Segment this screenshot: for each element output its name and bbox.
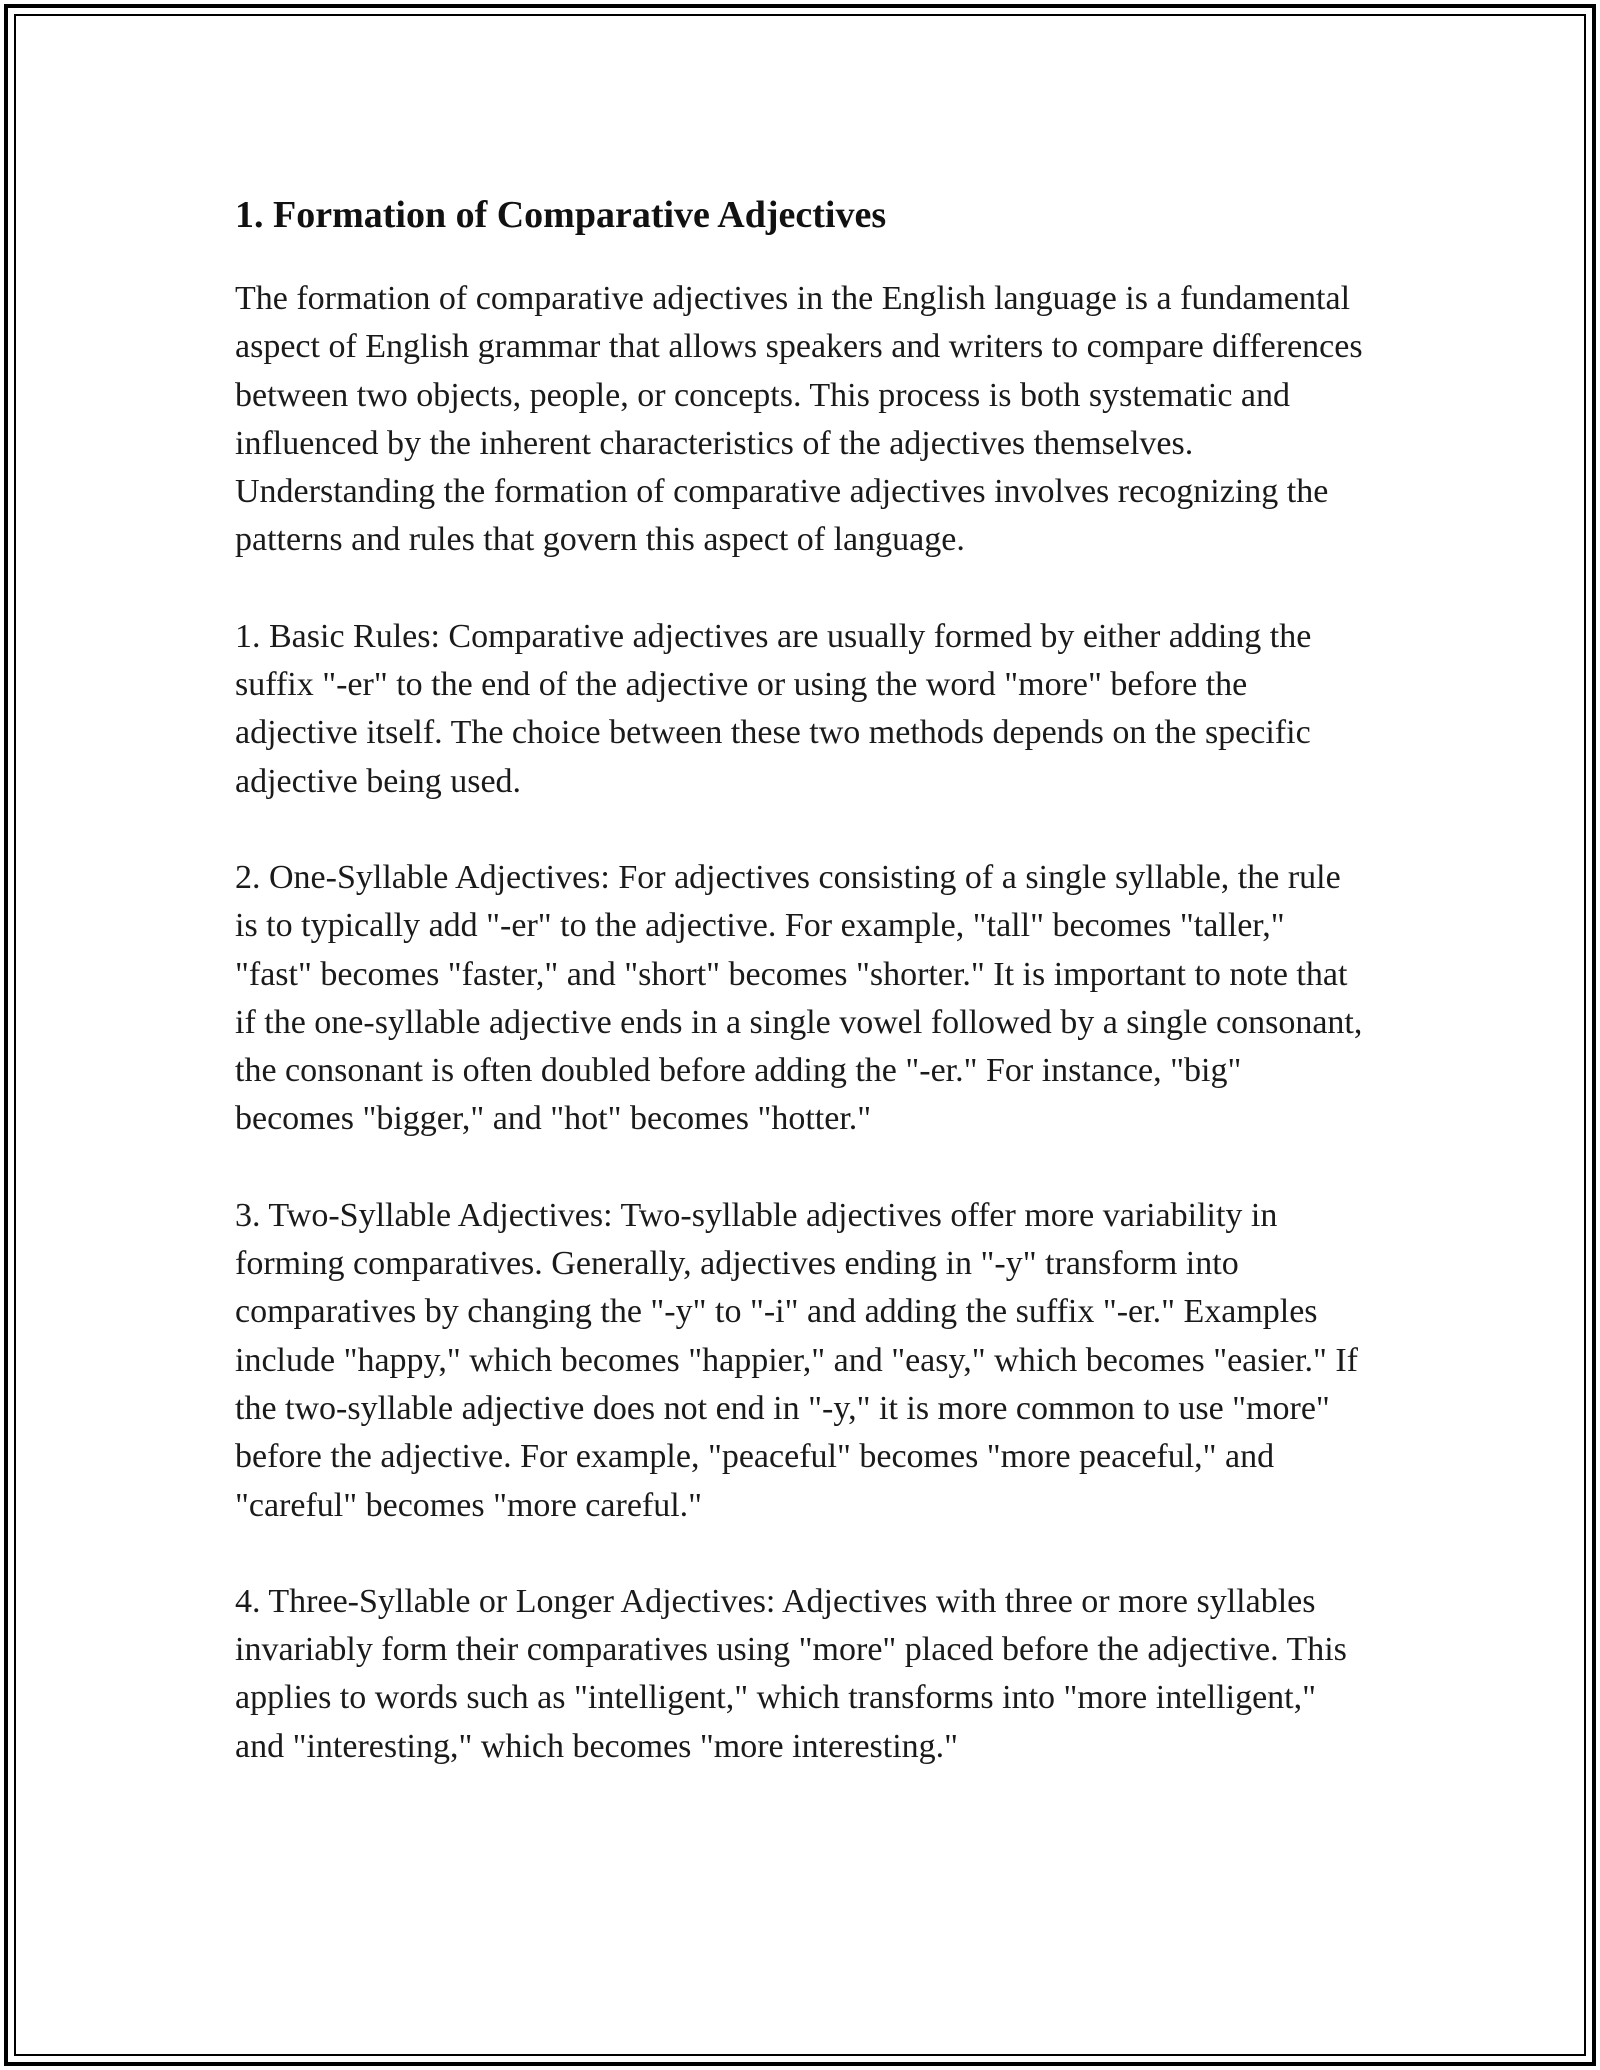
one-syllable-paragraph: 2. One-Syllable Adjectives: For adjectives consisting of a single syllable, the rule is to typically add "-er" to the adjective. For example, "tall" becomes "taller," "fast" becomes "faster," and "short" becomes "shorter." It is important to note that if the one-syllable adjective ends in a single vowel followed by a single consonant, the consonant is often doubled before adding the "-er." For instance, "big" becomes "bigger," and "hot" becomes "hotter."	[235, 858, 1363, 1138]
section-heading: 1. Formation of Comparative Adjectives	[235, 194, 887, 236]
document-body	[235, 183, 1365, 1819]
basic-rules-paragraph: 1. Basic Rules: Comparative adjectives are usually formed by either adding the suffix "-er" to the end of the adjective or using the word "more" before the adjective itself. The choice between these two methods depends on the specific adjective being used.	[235, 617, 1312, 800]
three-syllable-paragraph: 4. Three-Syllable or Longer Adjectives: Adjectives with three or more syllables invariably form their comparatives using "more" placed before the adjective. This applies to words such as "intelligent," which transforms into "more intelligent," and "interesting," which becomes "more interesting."	[235, 1582, 1347, 1765]
two-syllable-paragraph: 3. Two-Syllable Adjectives: Two-syllable adjectives offer more variability in forming comparatives. Generally, adjectives ending in "-y" transform into comparatives by changing the "-y" to "-i" and adding the suffix "-er." Examples include "happy," which becomes "happier," and "easy," which becomes "easier." If the two-syllable adjective does not end in "-y," it is more common to use "more" before the adjective. For example, "peaceful" becomes "more peaceful," and "careful" becomes "more careful."	[235, 1196, 1358, 1524]
intro-paragraph: The formation of comparative adjectives in the English language is a fundamental aspect of English grammar that allows speakers and writers to compare differences between two objects, people, or concepts. This process is both systematic and influenced by the inherent characteristics of the adjectives themselves. Understanding the formation of comparative adjectives involves recognizing the patterns and rules that govern this aspect of language.	[235, 280, 1363, 559]
